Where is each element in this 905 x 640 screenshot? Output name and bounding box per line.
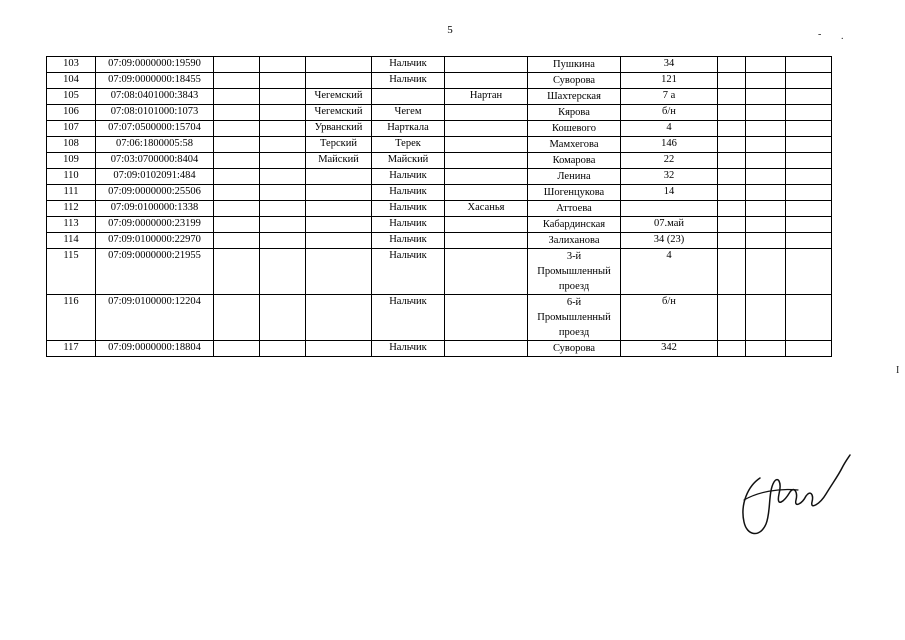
table-row: [47, 249, 832, 295]
city-cell: Нальчик: [372, 217, 445, 233]
blank-col-11-cell: [746, 169, 786, 185]
blank-col-10-cell: [718, 217, 746, 233]
blank-col-11-cell: [746, 153, 786, 169]
city-cell: Нальчик: [372, 169, 445, 185]
blank-col-3-cell: [214, 201, 260, 217]
table-row: [47, 153, 832, 169]
city-cell: Нальчик: [372, 295, 445, 341]
house-number-cell: 7 а: [621, 89, 718, 105]
house-number-cell: [621, 201, 718, 217]
house-number-cell: б/н: [621, 295, 718, 341]
street-cell: Шогенцукова: [528, 185, 621, 201]
blank-col-11-cell: [746, 201, 786, 217]
cadastral-number-cell: 07:07:0500000:15704: [96, 121, 214, 137]
street-cell: Суворова: [528, 341, 621, 357]
cadastral-number-cell: 07:09:0100000:12204: [96, 295, 214, 341]
blank-col-4-cell: [260, 105, 306, 121]
cadastral-number-cell: 07:08:0401000:3843: [96, 89, 214, 105]
blank-col-4-cell: [260, 185, 306, 201]
blank-col-11-cell: [746, 341, 786, 357]
street-cell: Мамхегова: [528, 137, 621, 153]
blank-col-12-cell: [786, 185, 832, 201]
cadastral-number-cell: 07:09:0000000:18804: [96, 341, 214, 357]
city-cell: Терек: [372, 137, 445, 153]
blank-col-10-cell: [718, 57, 746, 73]
blank-col-3-cell: [214, 89, 260, 105]
district-cell: Урванский: [306, 121, 372, 137]
registry-table: [46, 56, 832, 357]
table-row: [47, 89, 832, 105]
blank-col-10-cell: [718, 169, 746, 185]
table-row: [47, 73, 832, 89]
blank-col-3-cell: [214, 233, 260, 249]
district-cell: Терский: [306, 137, 372, 153]
settlement-cell: [445, 105, 528, 121]
row-number-cell: 109: [47, 153, 96, 169]
blank-col-4-cell: [260, 73, 306, 89]
blank-col-11-cell: [746, 295, 786, 341]
city-cell: Нальчик: [372, 249, 445, 295]
district-cell: [306, 233, 372, 249]
settlement-cell: [445, 341, 528, 357]
row-number-cell: 114: [47, 233, 96, 249]
district-cell: [306, 341, 372, 357]
table-row: [47, 185, 832, 201]
table-row: [47, 57, 832, 73]
street-cell: Залиханова: [528, 233, 621, 249]
blank-col-12-cell: [786, 105, 832, 121]
table-row: [47, 137, 832, 153]
settlement-cell: [445, 73, 528, 89]
blank-col-4-cell: [260, 341, 306, 357]
district-cell: Чегемский: [306, 89, 372, 105]
corner-mark: -: [818, 29, 822, 40]
house-number-cell: 34: [621, 57, 718, 73]
row-number-cell: 112: [47, 201, 96, 217]
blank-col-11-cell: [746, 105, 786, 121]
blank-col-11-cell: [746, 217, 786, 233]
city-cell: Нальчик: [372, 57, 445, 73]
blank-col-10-cell: [718, 249, 746, 295]
blank-col-11-cell: [746, 249, 786, 295]
settlement-cell: [445, 233, 528, 249]
blank-col-12-cell: [786, 169, 832, 185]
side-mark: I: [896, 365, 900, 376]
settlement-cell: [445, 169, 528, 185]
district-cell: [306, 185, 372, 201]
blank-col-3-cell: [214, 249, 260, 295]
blank-col-10-cell: [718, 233, 746, 249]
blank-col-12-cell: [786, 201, 832, 217]
city-cell: Нарткала: [372, 121, 445, 137]
blank-col-11-cell: [746, 73, 786, 89]
blank-col-3-cell: [214, 137, 260, 153]
settlement-cell: [445, 137, 528, 153]
table-row: [47, 201, 832, 217]
registry-table-body: [47, 57, 832, 357]
cadastral-number-cell: 07:09:0100000:22970: [96, 233, 214, 249]
street-cell: Ленина: [528, 169, 621, 185]
street-cell: Кабардинская: [528, 217, 621, 233]
blank-col-10-cell: [718, 185, 746, 201]
blank-col-10-cell: [718, 201, 746, 217]
city-cell: Нальчик: [372, 233, 445, 249]
district-cell: [306, 73, 372, 89]
cadastral-number-cell: 07:09:0100000:1338: [96, 201, 214, 217]
table-row: [47, 105, 832, 121]
page-number: 5: [447, 24, 453, 36]
settlement-cell: [445, 295, 528, 341]
blank-col-4-cell: [260, 89, 306, 105]
district-cell: Майский: [306, 153, 372, 169]
row-number-cell: 113: [47, 217, 96, 233]
blank-col-12-cell: [786, 217, 832, 233]
blank-col-12-cell: [786, 233, 832, 249]
blank-col-12-cell: [786, 89, 832, 105]
row-number-cell: 103: [47, 57, 96, 73]
city-cell: Нальчик: [372, 341, 445, 357]
row-number-cell: 104: [47, 73, 96, 89]
street-cell: 6-й Промышленный проезд: [528, 295, 621, 341]
row-number-cell: 106: [47, 105, 96, 121]
blank-col-4-cell: [260, 217, 306, 233]
row-number-cell: 110: [47, 169, 96, 185]
row-number-cell: 115: [47, 249, 96, 295]
blank-col-10-cell: [718, 73, 746, 89]
blank-col-10-cell: [718, 89, 746, 105]
house-number-cell: 22: [621, 153, 718, 169]
blank-col-3-cell: [214, 169, 260, 185]
settlement-cell: [445, 217, 528, 233]
blank-col-4-cell: [260, 295, 306, 341]
settlement-cell: [445, 153, 528, 169]
row-number-cell: 108: [47, 137, 96, 153]
cadastral-number-cell: 07:09:0000000:25506: [96, 185, 214, 201]
table-row: [47, 121, 832, 137]
blank-col-11-cell: [746, 185, 786, 201]
settlement-cell: Хасанья: [445, 201, 528, 217]
city-cell: [372, 89, 445, 105]
street-cell: Кошевого: [528, 121, 621, 137]
blank-col-3-cell: [214, 341, 260, 357]
district-cell: [306, 201, 372, 217]
settlement-cell: Нартан: [445, 89, 528, 105]
blank-col-10-cell: [718, 295, 746, 341]
blank-col-10-cell: [718, 137, 746, 153]
blank-col-12-cell: [786, 73, 832, 89]
street-cell: 3-й Промышленный проезд: [528, 249, 621, 295]
blank-col-3-cell: [214, 57, 260, 73]
blank-col-11-cell: [746, 137, 786, 153]
street-cell: Суворова: [528, 73, 621, 89]
city-cell: Чегем: [372, 105, 445, 121]
street-cell: Пушкина: [528, 57, 621, 73]
district-cell: [306, 57, 372, 73]
city-cell: Майский: [372, 153, 445, 169]
street-cell: Комарова: [528, 153, 621, 169]
blank-col-4-cell: [260, 153, 306, 169]
cadastral-number-cell: 07:09:0000000:21955: [96, 249, 214, 295]
table-row: [47, 169, 832, 185]
street-cell: Аттоева: [528, 201, 621, 217]
blank-col-10-cell: [718, 153, 746, 169]
blank-col-11-cell: [746, 57, 786, 73]
blank-col-3-cell: [214, 217, 260, 233]
corner-mark: .: [841, 31, 844, 42]
city-cell: Нальчик: [372, 185, 445, 201]
blank-col-12-cell: [786, 249, 832, 295]
blank-col-12-cell: [786, 153, 832, 169]
street-cell: Кярова: [528, 105, 621, 121]
blank-col-3-cell: [214, 73, 260, 89]
district-cell: [306, 217, 372, 233]
blank-col-10-cell: [718, 121, 746, 137]
blank-col-11-cell: [746, 233, 786, 249]
table-row: [47, 233, 832, 249]
blank-col-10-cell: [718, 341, 746, 357]
cadastral-number-cell: 07:09:0102091:484: [96, 169, 214, 185]
house-number-cell: 34 (23): [621, 233, 718, 249]
cadastral-number-cell: 07:08:0101000:1073: [96, 105, 214, 121]
signature: [738, 452, 858, 540]
settlement-cell: [445, 121, 528, 137]
house-number-cell: 14: [621, 185, 718, 201]
house-number-cell: б/н: [621, 105, 718, 121]
blank-col-3-cell: [214, 121, 260, 137]
settlement-cell: [445, 57, 528, 73]
blank-col-12-cell: [786, 57, 832, 73]
city-cell: Нальчик: [372, 201, 445, 217]
house-number-cell: 32: [621, 169, 718, 185]
street-cell: Шахтерская: [528, 89, 621, 105]
row-number-cell: 117: [47, 341, 96, 357]
district-cell: [306, 249, 372, 295]
row-number-cell: 116: [47, 295, 96, 341]
house-number-cell: 07.май: [621, 217, 718, 233]
blank-col-4-cell: [260, 201, 306, 217]
blank-col-11-cell: [746, 89, 786, 105]
cadastral-number-cell: 07:09:0000000:18455: [96, 73, 214, 89]
row-number-cell: 107: [47, 121, 96, 137]
blank-col-4-cell: [260, 121, 306, 137]
blank-col-4-cell: [260, 137, 306, 153]
house-number-cell: 342: [621, 341, 718, 357]
house-number-cell: 4: [621, 121, 718, 137]
house-number-cell: 4: [621, 249, 718, 295]
district-cell: Чегемский: [306, 105, 372, 121]
blank-col-12-cell: [786, 137, 832, 153]
blank-col-4-cell: [260, 57, 306, 73]
cadastral-number-cell: 07:03:0700000:8404: [96, 153, 214, 169]
blank-col-4-cell: [260, 233, 306, 249]
blank-col-3-cell: [214, 105, 260, 121]
cadastral-number-cell: 07:09:0000000:19590: [96, 57, 214, 73]
blank-col-12-cell: [786, 341, 832, 357]
blank-col-10-cell: [718, 105, 746, 121]
house-number-cell: 121: [621, 73, 718, 89]
cadastral-number-cell: 07:09:0000000:23199: [96, 217, 214, 233]
district-cell: [306, 169, 372, 185]
city-cell: Нальчик: [372, 73, 445, 89]
blank-col-12-cell: [786, 295, 832, 341]
row-number-cell: 111: [47, 185, 96, 201]
blank-col-4-cell: [260, 169, 306, 185]
table-row: [47, 217, 832, 233]
blank-col-12-cell: [786, 121, 832, 137]
row-number-cell: 105: [47, 89, 96, 105]
blank-col-3-cell: [214, 153, 260, 169]
district-cell: [306, 295, 372, 341]
settlement-cell: [445, 249, 528, 295]
table-row: [47, 295, 832, 341]
house-number-cell: 146: [621, 137, 718, 153]
table-row: [47, 341, 832, 357]
cadastral-number-cell: 07:06:1800005:58: [96, 137, 214, 153]
blank-col-4-cell: [260, 249, 306, 295]
blank-col-3-cell: [214, 185, 260, 201]
settlement-cell: [445, 185, 528, 201]
blank-col-3-cell: [214, 295, 260, 341]
blank-col-11-cell: [746, 121, 786, 137]
